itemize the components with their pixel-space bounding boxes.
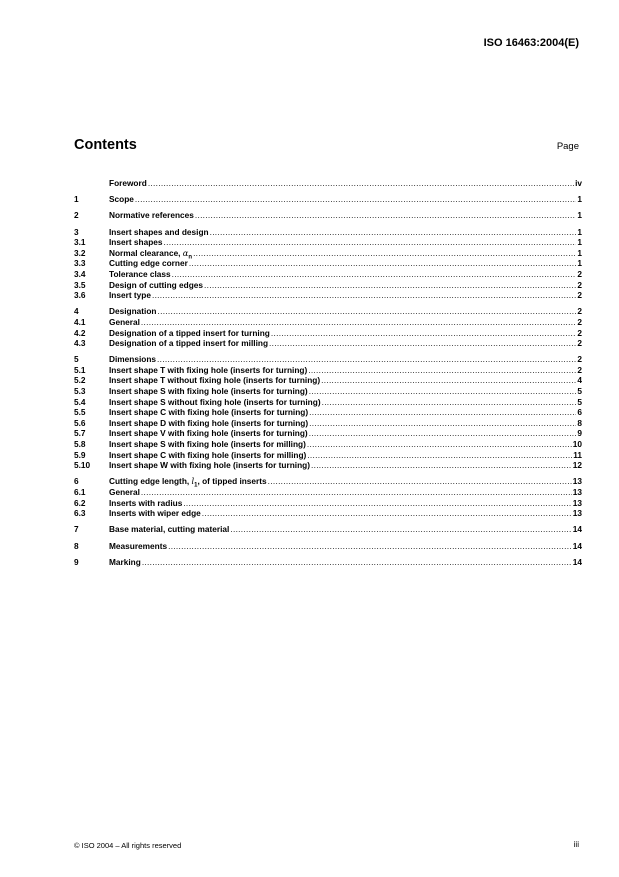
dot-leader bbox=[141, 317, 576, 328]
toc-entry-number: 3.5 bbox=[74, 279, 86, 290]
dot-leader bbox=[142, 557, 572, 568]
toc-entry[interactable] bbox=[74, 397, 582, 408]
toc-entry-label: Insert shapes and design bbox=[109, 226, 209, 237]
toc-entry-label: Insert shapes bbox=[109, 237, 163, 248]
toc-entry-page: 2 bbox=[577, 279, 582, 290]
toc-entry-number: 5.1 bbox=[74, 364, 86, 375]
toc-entry-number: 5.9 bbox=[74, 449, 86, 460]
toc-entry-label: General bbox=[109, 316, 140, 327]
dot-leader bbox=[164, 237, 577, 248]
dot-leader bbox=[308, 365, 576, 376]
toc-entry-label: Insert shape T without fixing hole (inserts for turning) bbox=[109, 375, 321, 386]
toc-entry-number: 7 bbox=[74, 524, 79, 535]
toc-entry-page: 2 bbox=[577, 327, 582, 338]
toc-entry-page: 2 bbox=[577, 364, 582, 375]
dot-leader bbox=[152, 290, 576, 301]
table-of-contents bbox=[74, 178, 582, 567]
toc-entry-number: 9 bbox=[74, 556, 79, 567]
page-column-label: Page bbox=[556, 141, 579, 152]
toc-entry-label: Normal clearance, $\alpha_n$ bbox=[109, 247, 193, 261]
dot-leader bbox=[193, 248, 576, 259]
dot-leader bbox=[210, 227, 577, 238]
toc-entry-label: Cutting edge corner bbox=[109, 258, 188, 269]
toc-entry-number: 1 bbox=[74, 194, 79, 205]
dot-leader bbox=[268, 476, 572, 487]
toc-entry-number: 4.2 bbox=[74, 327, 86, 338]
toc-entry-page: 2 bbox=[577, 338, 582, 349]
toc-entry-page: 13 bbox=[572, 508, 582, 519]
toc-entry-label: Normative references bbox=[109, 210, 194, 221]
toc-entry-number: 5.8 bbox=[74, 439, 86, 450]
toc-entry-number: 5 bbox=[74, 354, 79, 365]
toc-entry-page: 11 bbox=[573, 449, 582, 460]
toc-entry-page: 13 bbox=[572, 487, 582, 497]
dot-leader bbox=[204, 280, 576, 291]
toc-entry-label: Designation of a tipped insert for turning bbox=[109, 327, 270, 338]
toc-entry-label: Foreword bbox=[109, 178, 147, 188]
toc-entry-label: Insert shape V with fixing hole (inserts for turning) bbox=[109, 428, 308, 439]
toc-entry-number: 4.3 bbox=[74, 338, 86, 349]
dot-leader bbox=[172, 269, 577, 280]
page-number: iii bbox=[573, 840, 579, 849]
dot-leader bbox=[309, 418, 576, 429]
toc-entry-page: 8 bbox=[577, 417, 582, 428]
dot-leader bbox=[322, 397, 577, 408]
toc-entry-number: 5.4 bbox=[74, 396, 86, 407]
toc-entry-number: 5.6 bbox=[74, 417, 86, 428]
toc-entry[interactable] bbox=[74, 269, 582, 280]
toc-entry[interactable] bbox=[74, 428, 582, 439]
toc-entry-label: Cutting edge length, $l_1$, of tipped inserts bbox=[109, 476, 267, 490]
toc-entry-page: 1 bbox=[577, 210, 582, 221]
toc-entry-number: 3.6 bbox=[74, 290, 86, 301]
dot-leader bbox=[141, 487, 572, 498]
toc-entry-page: 13 bbox=[572, 497, 582, 508]
dot-leader bbox=[202, 508, 572, 519]
dot-leader bbox=[321, 375, 576, 386]
toc-entry[interactable] bbox=[74, 407, 582, 418]
toc-entry-number: 8 bbox=[74, 540, 79, 551]
dot-leader bbox=[269, 338, 576, 349]
dot-leader bbox=[168, 541, 572, 552]
toc-entry-number: 4.1 bbox=[74, 316, 86, 327]
toc-entry[interactable] bbox=[74, 557, 582, 568]
toc-entry-label: Designation bbox=[109, 306, 157, 317]
math-symbol: α bbox=[182, 247, 189, 258]
toc-entry[interactable] bbox=[74, 439, 582, 450]
toc-entry[interactable] bbox=[74, 280, 582, 291]
toc-entry-number: 3 bbox=[74, 226, 79, 237]
toc-entry-number: 4 bbox=[74, 306, 79, 317]
page-title: Contents bbox=[74, 137, 137, 153]
toc-entry-label: Inserts with wiper edge bbox=[109, 508, 201, 519]
toc-entry-page: 1 bbox=[577, 247, 582, 258]
dot-leader bbox=[135, 194, 576, 205]
dot-leader bbox=[157, 354, 576, 365]
toc-entry[interactable] bbox=[74, 237, 582, 248]
toc-entry-label: Insert shape D with fixing hole (inserts for turning) bbox=[109, 417, 309, 428]
toc-entry-number: 6.3 bbox=[74, 508, 86, 519]
dot-leader bbox=[189, 258, 577, 269]
dot-leader bbox=[157, 306, 576, 317]
dot-leader bbox=[309, 386, 577, 397]
toc-entry[interactable] bbox=[74, 508, 582, 519]
toc-entry[interactable] bbox=[74, 460, 582, 471]
toc-entry[interactable] bbox=[74, 328, 582, 339]
toc-entry[interactable] bbox=[74, 487, 582, 498]
toc-entry-number: 5.10 bbox=[74, 460, 91, 471]
dot-leader bbox=[183, 498, 571, 509]
toc-entry[interactable] bbox=[74, 418, 582, 429]
toc-entry-label: Measurements bbox=[109, 540, 168, 551]
toc-entry-label: Insert type bbox=[109, 290, 151, 301]
toc-entry-page: 6 bbox=[577, 407, 582, 418]
toc-entry-label: Design of cutting edges bbox=[109, 279, 204, 290]
dot-leader bbox=[148, 178, 574, 189]
dot-leader bbox=[195, 210, 577, 221]
toc-entry[interactable] bbox=[74, 248, 582, 259]
toc-entry-page: 14 bbox=[572, 556, 582, 567]
toc-entry-page: 2 bbox=[577, 354, 582, 365]
toc-entry-label: Inserts with radius bbox=[109, 497, 183, 508]
toc-entry-page: 9 bbox=[577, 428, 582, 439]
toc-entry-label: Dimensions bbox=[109, 354, 157, 365]
toc-entry-label: Insert shape C with fixing hole (inserts for milling) bbox=[109, 449, 307, 460]
toc-entry[interactable] bbox=[74, 317, 582, 328]
toc-entry-label: Marking bbox=[109, 556, 141, 567]
toc-entry-label: General bbox=[109, 487, 140, 497]
toc-entry-page: 14 bbox=[572, 540, 582, 551]
toc-entry-label: Designation of a tipped insert for milling bbox=[109, 338, 269, 349]
dot-leader bbox=[309, 407, 576, 418]
toc-entry-page: 12 bbox=[572, 460, 582, 471]
toc-entry-page: 5 bbox=[577, 386, 582, 397]
toc-entry-page: iv bbox=[575, 178, 582, 188]
toc-entry[interactable] bbox=[74, 365, 582, 376]
toc-entry-page: 14 bbox=[572, 524, 582, 535]
toc-entry[interactable] bbox=[74, 450, 582, 461]
toc-entry-page: 2 bbox=[577, 306, 582, 317]
dot-leader bbox=[230, 524, 571, 535]
toc-entry[interactable] bbox=[74, 194, 582, 205]
toc-entry-page: 2 bbox=[577, 290, 582, 301]
toc-entry[interactable] bbox=[74, 210, 582, 221]
toc-entry-number: 3.2 bbox=[74, 247, 86, 258]
toc-entry[interactable] bbox=[74, 306, 582, 317]
toc-entry-label: Insert shape C with fixing hole (inserts for turning) bbox=[109, 407, 309, 418]
toc-entry-number: 6.1 bbox=[74, 487, 86, 497]
toc-entry-label: Insert shape S without fixing hole (inserts for turning) bbox=[109, 396, 321, 407]
toc-entry[interactable] bbox=[74, 227, 582, 238]
toc-entry-page: 10 bbox=[572, 439, 582, 450]
toc-entry-page: 1 bbox=[577, 226, 582, 237]
toc-entry-label: Base material, cutting material bbox=[109, 524, 230, 535]
toc-entry-number: 3.1 bbox=[74, 237, 86, 248]
toc-entry-number: 3.4 bbox=[74, 268, 86, 279]
toc-entry[interactable] bbox=[74, 258, 582, 269]
toc-entry-number: 6 bbox=[74, 476, 79, 487]
toc-entry-page: 2 bbox=[577, 316, 582, 327]
toc-entry-page: 1 bbox=[577, 258, 582, 269]
toc-entry-number: 5.2 bbox=[74, 375, 86, 386]
toc-entry-label: Tolerance class bbox=[109, 268, 171, 279]
toc-entry-label: Insert shape S with fixing hole (inserts for milling) bbox=[109, 439, 306, 450]
toc-entry-number: 5.5 bbox=[74, 407, 86, 418]
toc-entry[interactable] bbox=[74, 338, 582, 349]
dot-leader bbox=[271, 328, 577, 339]
toc-entry-label: Insert shape W with fixing hole (inserts for turning) bbox=[109, 460, 310, 471]
toc-entry[interactable] bbox=[74, 524, 582, 535]
toc-entry-page: 1 bbox=[577, 237, 582, 248]
dot-leader bbox=[307, 439, 572, 450]
toc-entry[interactable] bbox=[74, 386, 582, 397]
toc-entry-page: 2 bbox=[577, 268, 582, 279]
toc-entry-number: 6.2 bbox=[74, 497, 86, 508]
toc-entry-page: 13 bbox=[572, 476, 582, 487]
toc-entry-page: 1 bbox=[577, 194, 582, 205]
toc-entry-page: 5 bbox=[577, 396, 582, 407]
dot-leader bbox=[309, 428, 577, 439]
toc-entry[interactable] bbox=[74, 375, 582, 386]
toc-entry-number: 2 bbox=[74, 210, 79, 221]
toc-entry-label: Insert shape S with fixing hole (inserts for turning) bbox=[109, 386, 308, 397]
dot-leader bbox=[307, 450, 572, 461]
toc-entry-page: 4 bbox=[577, 375, 582, 386]
toc-entry-number: 5.3 bbox=[74, 386, 86, 397]
toc-entry-label: Scope bbox=[109, 194, 134, 205]
toc-entry-number: 5.7 bbox=[74, 428, 86, 439]
toc-entry[interactable] bbox=[74, 178, 582, 189]
toc-entry-label: Insert shape T with fixing hole (inserts for turning) bbox=[109, 364, 308, 375]
toc-entry-number: 3.3 bbox=[74, 258, 86, 269]
toc-entry[interactable] bbox=[74, 498, 582, 509]
toc-entry[interactable] bbox=[74, 541, 582, 552]
dot-leader bbox=[311, 460, 572, 471]
toc-entry[interactable] bbox=[74, 290, 582, 301]
math-symbol: l bbox=[191, 476, 195, 487]
toc-entry[interactable] bbox=[74, 476, 582, 490]
document-header: ISO 16463:2004(E) bbox=[483, 37, 579, 49]
copyright-notice: © ISO 2004 – All rights reserved bbox=[74, 841, 182, 850]
toc-entry[interactable] bbox=[74, 354, 582, 365]
